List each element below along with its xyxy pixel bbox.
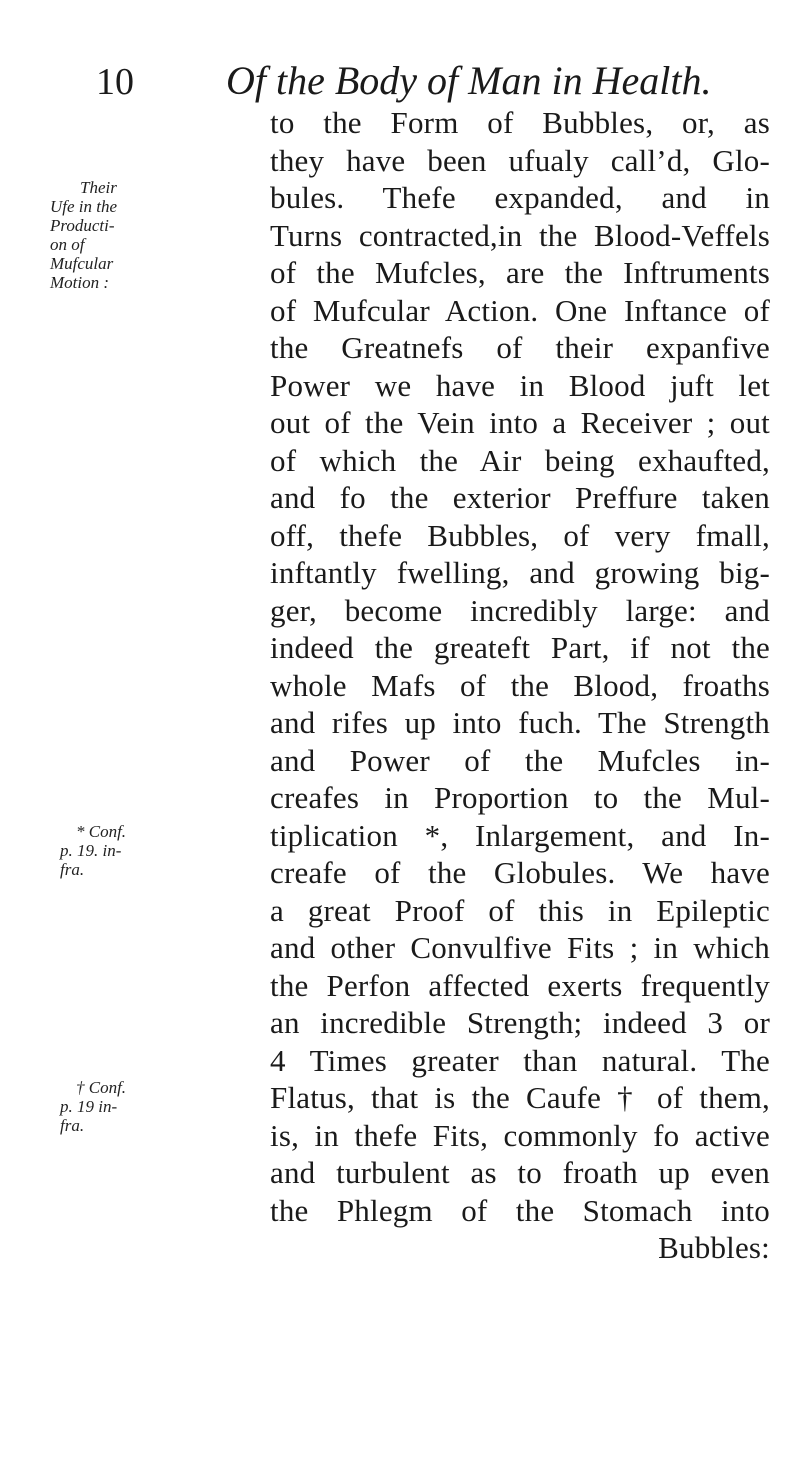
body-line: of Mufcular Action. One Inftance of (270, 292, 770, 328)
body-line: out of the Vein into a Receiver ; out (270, 405, 770, 440)
body-line: they have been ufualy call’d, Glo- (270, 142, 770, 178)
margin-note-line: p. 19 in- (60, 1097, 118, 1116)
body-line: inftantly fwelling, and growing big- (270, 555, 770, 590)
body-line: whole Mafs of the Blood, froaths (270, 667, 770, 703)
body-line: of the Mufcles, are the Inftruments (270, 255, 770, 290)
body-line: and fo the exterior Preffure taken (270, 480, 770, 515)
body-line: is, in thefe Fits, commonly fo active (270, 1117, 770, 1153)
body-line: Flatus, that is the Caufe † of them, (270, 1080, 770, 1115)
body-line: the Greatnefs of their expanfive (270, 330, 770, 365)
margin-note-use-in-muscular-motion (50, 178, 117, 292)
body-line: the Phlegm of the Stomach into (270, 1192, 770, 1228)
body-line: bules. Thefe expanded, and in (270, 180, 770, 215)
body-line: an incredible Strength; indeed 3 or (270, 1005, 770, 1040)
body-text (270, 104, 770, 1267)
body-line: off, thefe Bubbles, of very fmall, (270, 517, 770, 553)
margin-note-line: fra. (60, 1116, 85, 1135)
margin-note-line: Ufe in the (50, 197, 118, 216)
margin-note-line: Producti- (50, 216, 115, 235)
margin-note-line: Motion : (50, 273, 110, 292)
body-line: Power we have in Blood juft let (270, 367, 770, 403)
page-number: 10 (96, 61, 134, 103)
body-line: creafes in Proportion to the Mul- (270, 780, 770, 815)
body-line: a great Proof of this in Epileptic (270, 892, 770, 928)
body-line: Turns contracted,in the Blood-Veffels (270, 217, 770, 253)
body-line: and turbulent as to froath up even (270, 1155, 770, 1190)
margin-note-line: p. 19. in- (60, 841, 122, 860)
margin-note-line: Mufcular (50, 254, 114, 273)
body-line: and rifes up into fuch. The Strength (270, 705, 770, 740)
margin-note-line: Their (80, 178, 117, 197)
body-line: creafe of the Globules. We have (270, 855, 770, 890)
body-line: and Power of the Mufcles in- (270, 742, 770, 778)
margin-note-footnote-dagger (60, 1078, 126, 1135)
body-line: of which the Air being exhaufted, (270, 442, 770, 478)
running-title: Of the Body of Man in Health. (226, 58, 712, 103)
body-line: and other Convulfive Fits ; in which (270, 930, 770, 965)
body-line: 4 Times greater than natural. The (270, 1042, 770, 1078)
margin-note-footnote-star (60, 822, 126, 879)
body-line: the Perfon affected exerts frequently (270, 967, 770, 1003)
body-line: tiplication *, Inlargement, and In- (270, 817, 770, 853)
body-line: to the Form of Bubbles, or, as (270, 105, 770, 140)
margin-note-line: on of (50, 235, 85, 254)
catchword: Bubbles: (658, 1230, 770, 1265)
body-line: ger, become incredibly large: and (270, 592, 770, 628)
margin-note-line: * Conf. (76, 822, 127, 841)
margin-note-line: fra. (60, 860, 85, 879)
body-line: indeed the greateft Part, if not the (270, 630, 770, 665)
margin-note-line: † Conf. (76, 1078, 127, 1097)
